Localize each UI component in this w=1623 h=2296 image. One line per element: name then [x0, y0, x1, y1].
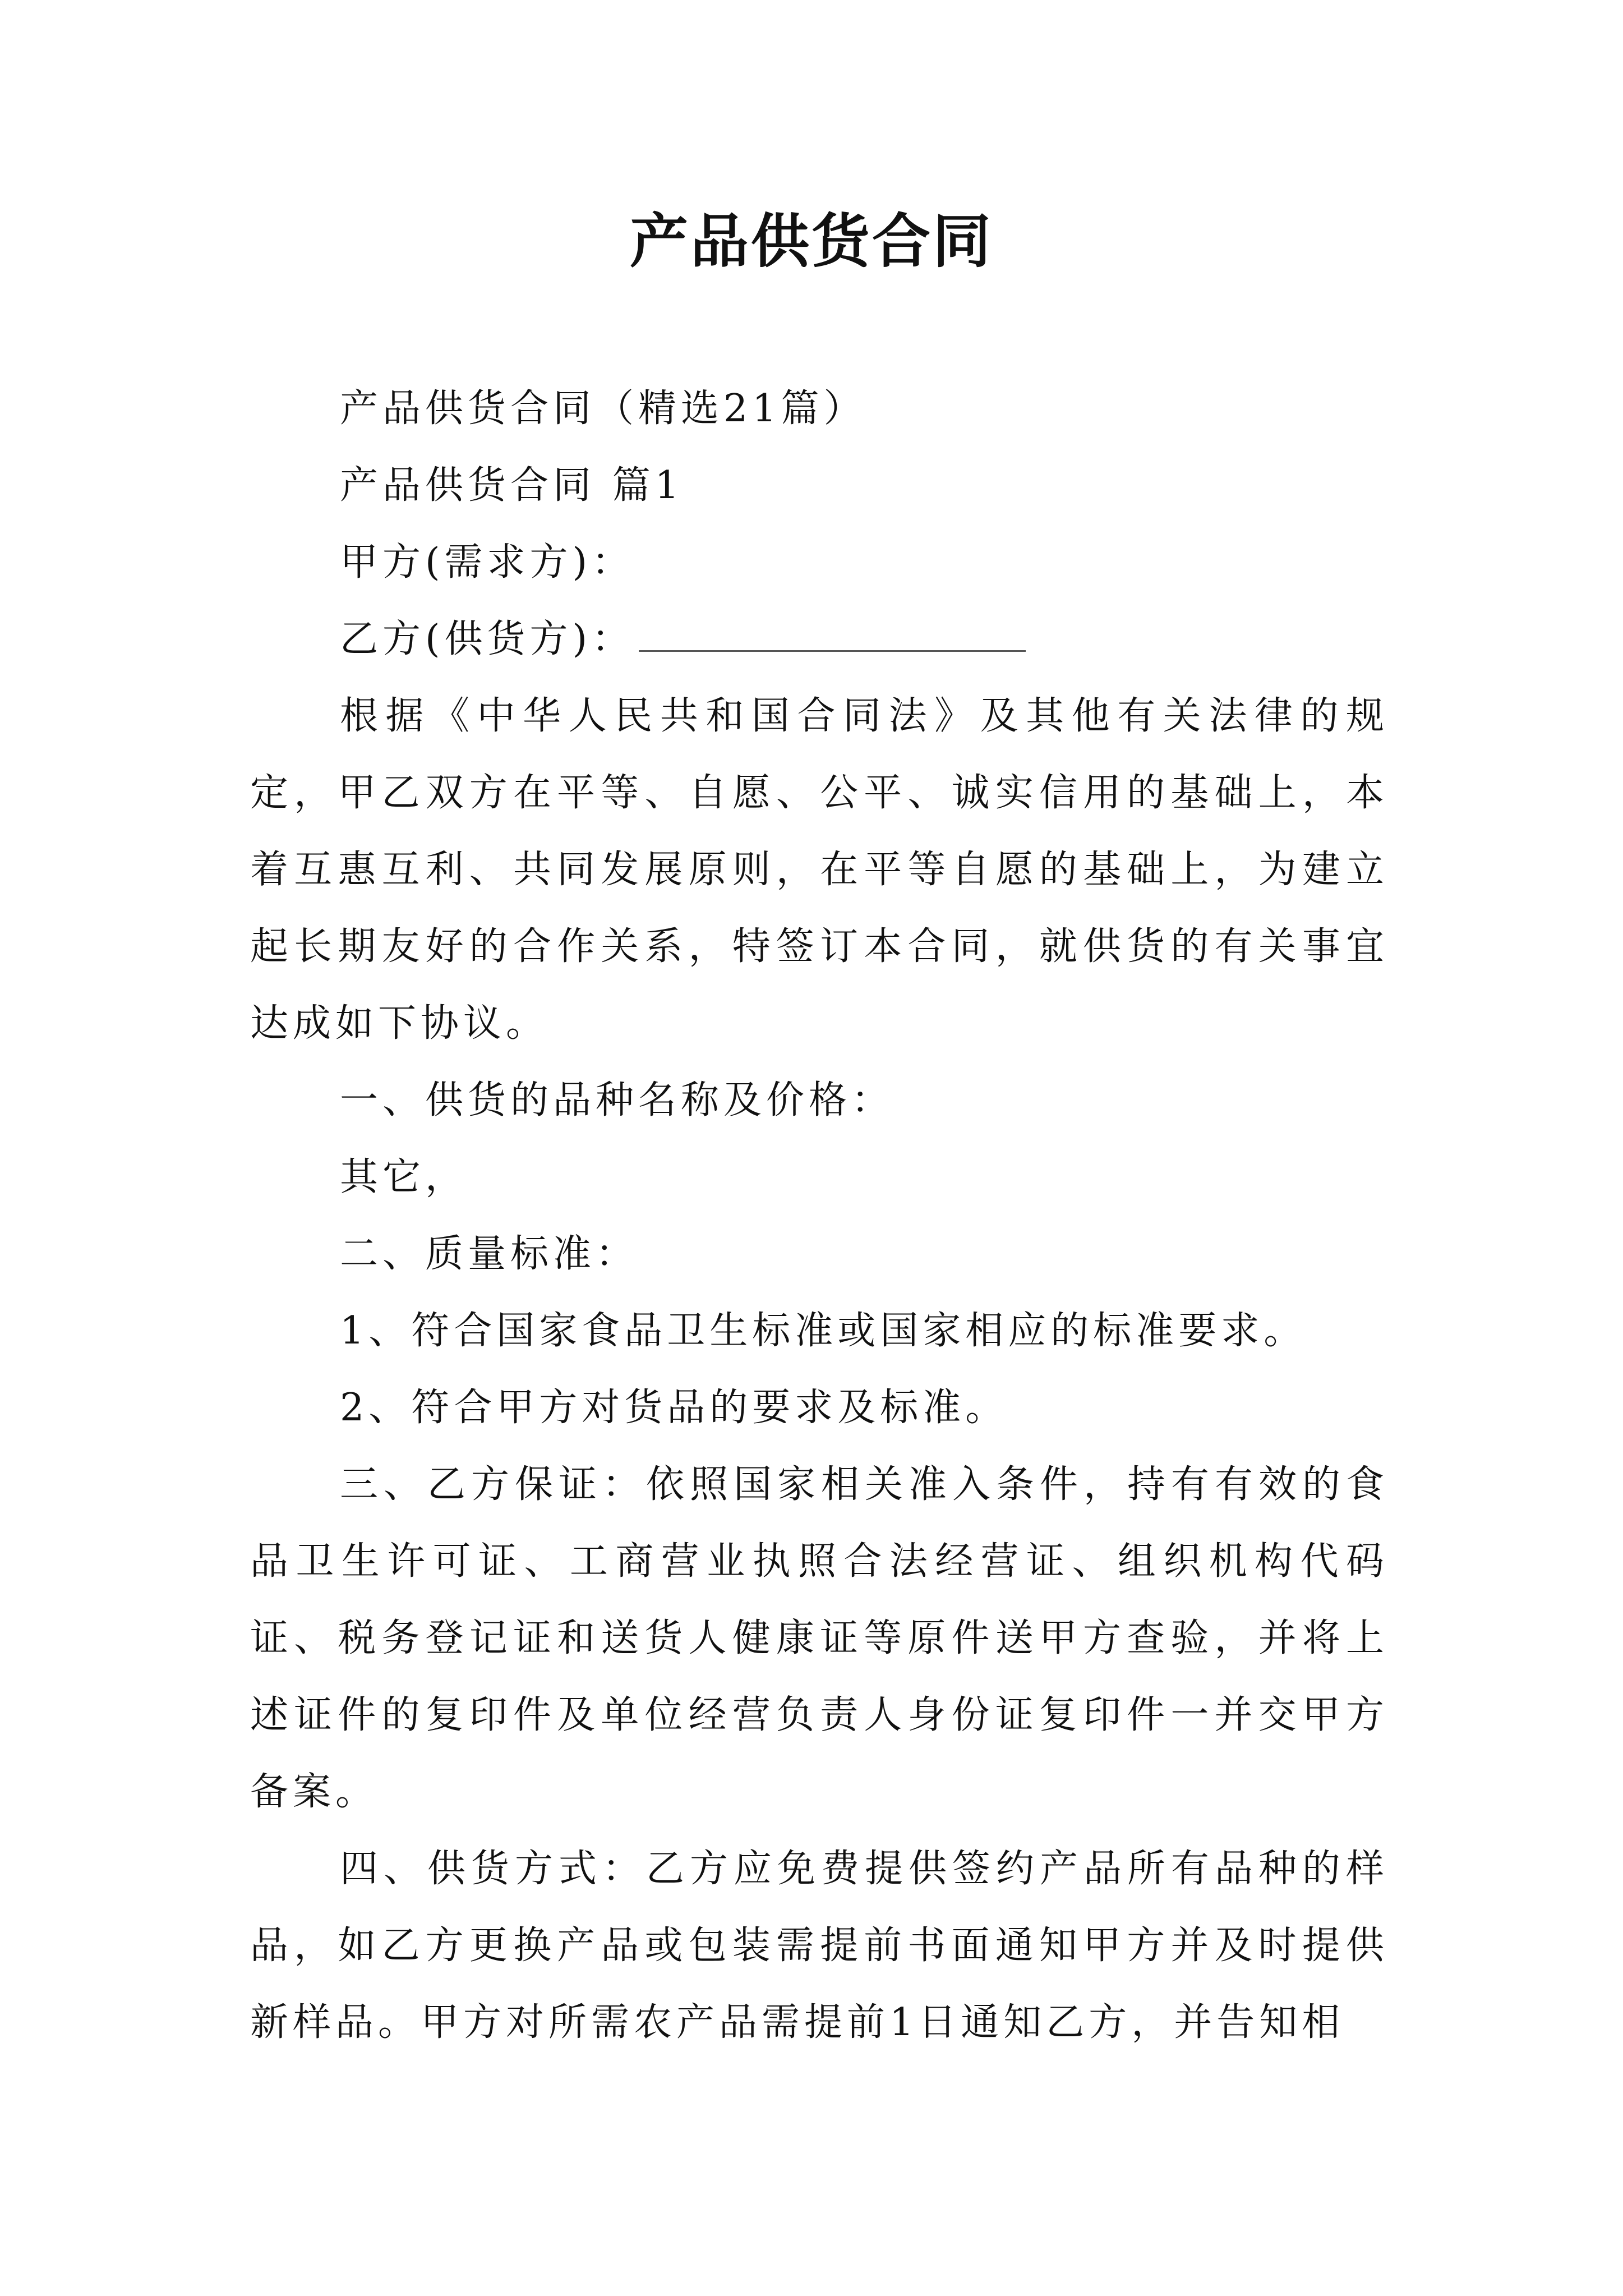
party-b-blank-field [639, 623, 1026, 652]
party-a-line [250, 524, 1389, 601]
document-title: 产品供货合同 [629, 206, 993, 275]
clause-4-paragraph: 四、供货方式：乙方应免费提供签约产品所有品种的样品，如乙方更换产品或包装需提前书面通知甲方并及时提供新样品。甲方对所需农产品需提前1日通知乙方，并告知相 [250, 1847, 1389, 2045]
clause-2-title: 二、质量标准： [340, 1232, 639, 1276]
document-subtitle: 产品供货合同（精选21篇） [340, 386, 866, 431]
clause-2-item-2: 2、符合甲方对货品的要求及标准。 [340, 1386, 1008, 1430]
section-heading: 产品供货合同 篇1 [340, 463, 684, 508]
party-b-label: 乙方(供货方)： [340, 617, 635, 661]
party-a-label: 甲方(需求方)： [340, 540, 635, 585]
party-b-line [250, 601, 1389, 678]
clause-2-item-1: 1、符合国家食品卫生标准或国家相应的标准要求。 [340, 1309, 1307, 1353]
clause-1-other: 其它， [340, 1155, 468, 1199]
clause-1-title: 一、供货的品种名称及价格： [340, 1078, 895, 1122]
document-body [250, 370, 1389, 2061]
intro-paragraph: 根据《中华人民共和国合同法》及其他有关法律的规定，甲乙双方在平等、自愿、公平、诚实信用的基础上，本着互惠互利、共同发展原则，在平等自愿的基础上，为建立起长期友好的合作关系，特签订本合同，就供货的有关事宜达成如下协议。 [250, 694, 1389, 1046]
clause-3-paragraph: 三、乙方保证：依照国家相关准入条件，持有有效的食品卫生许可证、工商营业执照合法经营证、组织机构代码证、税务登记证和送货人健康证等原件送甲方查验，并将上述证件的复印件及单位经营负责人身份证复印件一并交甲方备案。 [250, 1462, 1389, 1814]
